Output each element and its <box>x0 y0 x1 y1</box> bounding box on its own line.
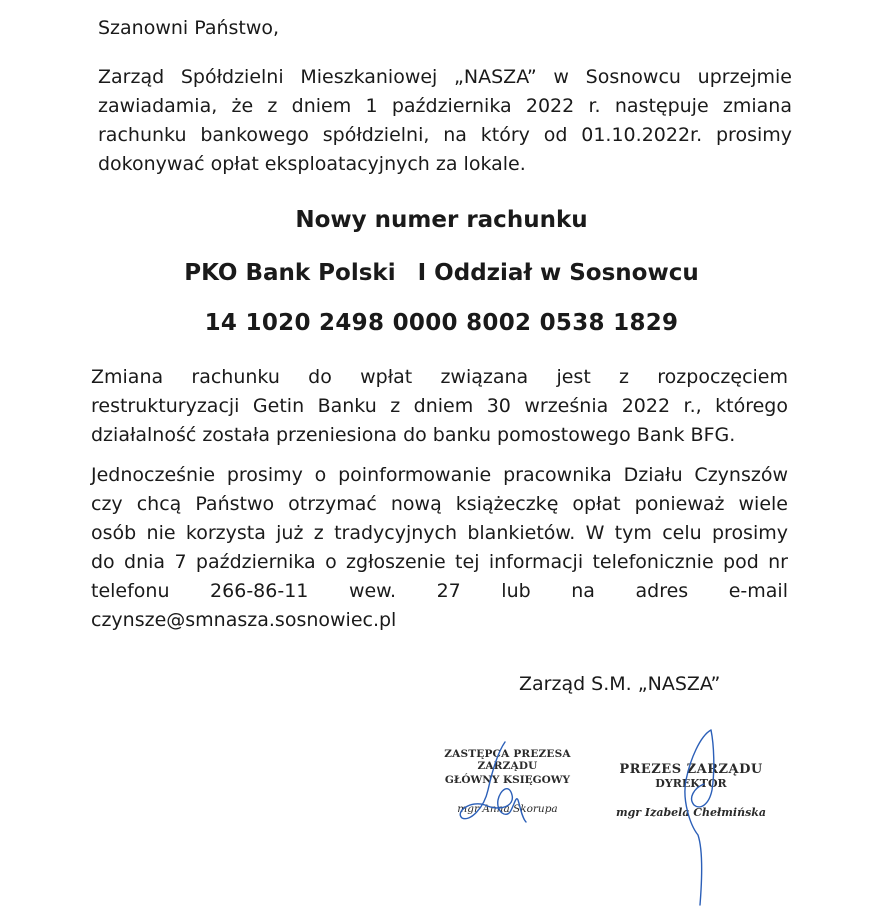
account-heading-title: Nowy numer rachunku <box>295 207 588 233</box>
signature-chelminska <box>685 730 714 905</box>
explanation-line: Zmiana rachunku do wpłat związana jest z rozpoczęciem <box>91 366 788 388</box>
request-line: telefonu 266-86-11 wew. 27 lub na adres e-mail <box>91 580 788 602</box>
signature-skorupa <box>460 742 526 822</box>
request-line: osób nie korzysta już z tradycyjnych blankietów. W tym celu prosimy <box>91 522 788 544</box>
stamp-name: mgr Anna Skorupa <box>457 803 558 815</box>
stamp-subtitle: GŁÓWNY KSIĘGOWY <box>444 774 571 786</box>
intro-line: rachunku bankowego spółdzielni, na który od 01.10.2022r. prosimy <box>98 124 792 146</box>
stamp-title: ZASTĘPCA PREZESA ZARZĄDU <box>444 748 571 772</box>
email-address: czynsze@smnasza.sosnowiec.pl <box>91 609 397 631</box>
stamp-title: PREZES ZARZĄDU <box>619 762 763 777</box>
intro-line: Zarząd Spółdzielni Mieszkaniowej „NASZA” w Sosnowcu uprzejmie <box>98 66 792 88</box>
bank-branch: I Oddział w Sosnowcu <box>417 260 699 286</box>
bank-name: PKO Bank Polski <box>184 260 396 286</box>
request-line: czy chcą Państwo otrzymać nową książeczkę opłat ponieważ wiele <box>91 493 788 515</box>
signoff: Zarząd S.M. „NASZA” <box>519 673 721 695</box>
explanation-line: restrukturyzacji Getin Banku z dniem 30 września 2022 r., którego <box>91 395 788 417</box>
request-line: do dnia 7 października o zgłoszenie tej informacji telefonicznie pod nr <box>91 551 788 573</box>
salutation: Szanowni Państwo, <box>98 17 280 39</box>
request-line: Jednocześnie prosimy o poinformowanie pracownika Działu Czynszów <box>91 464 788 486</box>
stamp-name: mgr Izabela Chełmińska <box>615 806 767 819</box>
intro-line: zawiadamia, że z dniem 1 października 2022 r. następuje zmiana <box>98 95 792 117</box>
explanation-line: działalność została przeniesiona do banku pomostowego Bank BFG. <box>91 424 736 446</box>
stamp-subtitle: DYREKTOR <box>655 777 727 790</box>
account-number: 14 1020 2498 0000 8002 0538 1829 <box>204 310 679 336</box>
intro-line: dokonywać opłat eksploatacyjnych za lokale. <box>98 153 526 175</box>
